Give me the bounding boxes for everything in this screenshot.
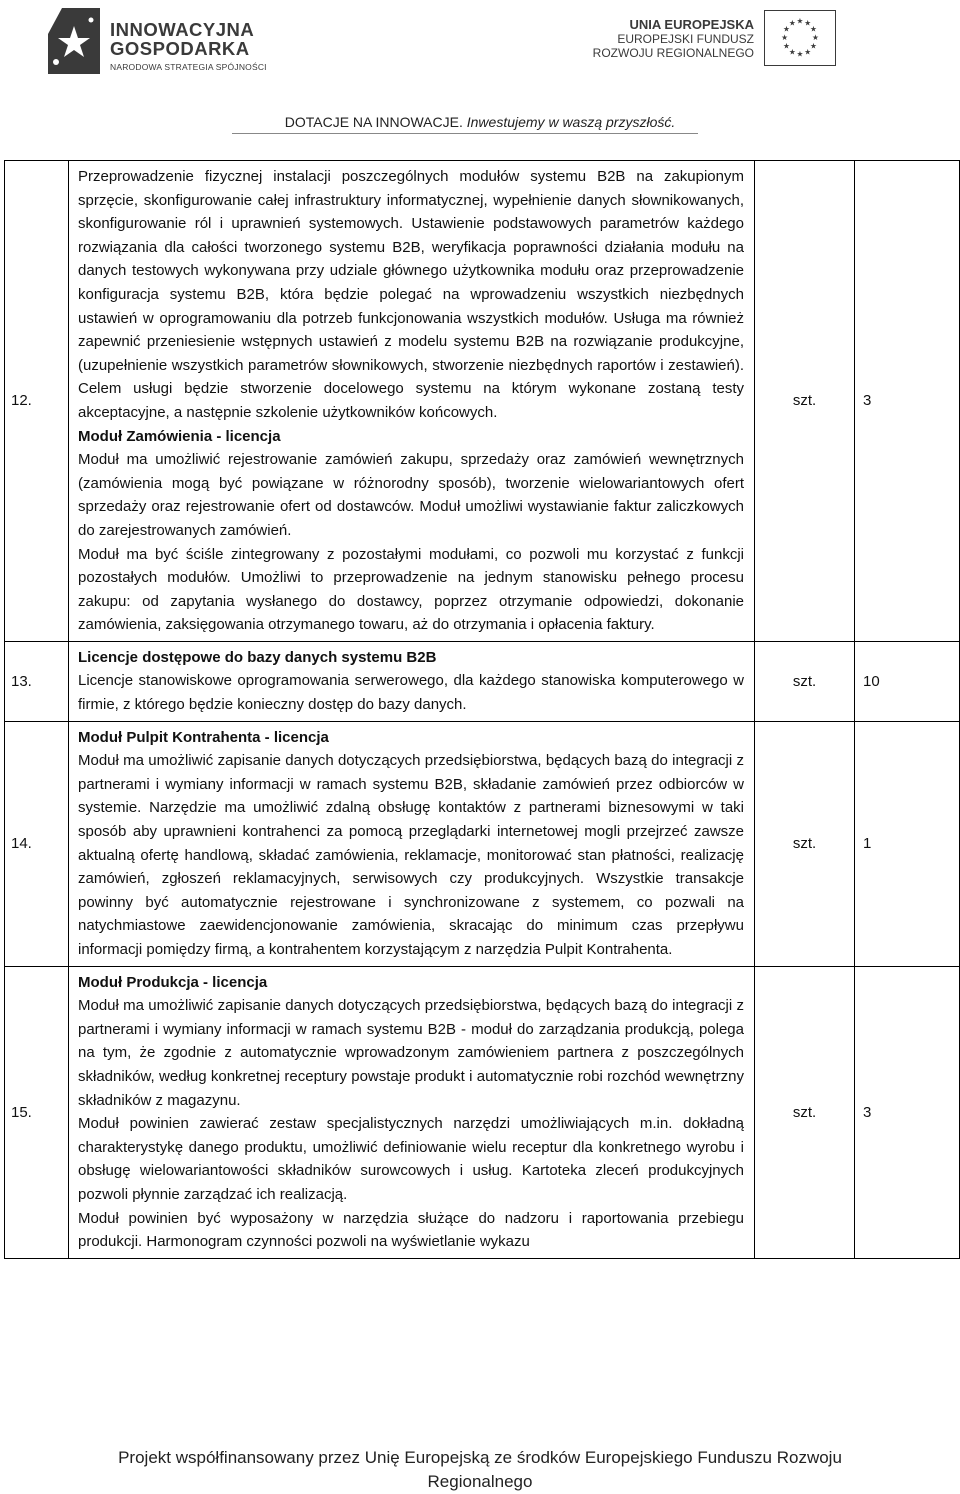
description-paragraph: Moduł ma umożliwić zapisanie danych dotyczących przedsiębiorstwa, będących bazą do integracji z partnerami i wymiany informacji w ramach systemu B2B - moduł do zarządzania produkcją, polega na tym, że zgodnie z automatycznie wprowadzonym zamówieniem partnera z poszczególnych składników, według konkretnej receptury powstaje produkt i automatycznie robi rozchód wewnętrzny składników z magazynu. (78, 997, 744, 1109)
row-description (69, 641, 755, 721)
item-title: Moduł Pulpit Kontrahenta - licencja (78, 728, 329, 746)
description-paragraph: Moduł ma umożliwić zapisanie danych dotyczących przedsiębiorstwa, będących bazą do integracji z partnerami i wymiany informacji w ramach systemu B2B, składanie zamówień przez odbiorców w systemie. Narzędzie ma umożliwić zdalną obsługę kontaktów z partnerami biznesowymi w taki sposób aby uprawnieni kontrahenci za pomocą przeglądarki internetowej mogli przejrzeć zawsze aktualną ofertę handlową, składać zamówienia, reklamacje, monitorować stan płatności, realizację zamówień, zgłoszeń reklamacyjnych, serwisowych czy produkcyjnych. Wszystkie transakcje powinny być automatycznie rejestrowane i synchronizowane z systemem, co pozwali na natychmiastowe zaewidencjonowanie zamówienia, skracając do minimum czas przepływu informacji pomiędzy firmą, a kontrahentem korzystającym z narzędzia Pulpit Kontrahenta. (78, 752, 744, 958)
svg-text:★: ★ (788, 18, 796, 28)
specification-table (4, 160, 960, 1259)
svg-text:★: ★ (810, 24, 817, 34)
innowacyjna-gospodarka-logo (44, 4, 284, 76)
description-paragraph: Moduł ma umożliwić rejestrowanie zamówień zakupu, sprzedaży oraz zamówień wewnętrznych (zamówienia mogą być powiązane w różnorodny sposób), tworzenie wielowariantowych ofert sprzedaży oraz rejestrowanie ofert od dostawców. Moduł umożliwi wystawianie faktur zaliczkowych do zarejestrowanych zamówień. (78, 451, 744, 539)
svg-text:★: ★ (783, 24, 790, 34)
specification-table-body (5, 161, 960, 1259)
row-unit: szt. (755, 966, 855, 1258)
page-footer (0, 1446, 960, 1494)
row-number: 15. (5, 966, 69, 1258)
eu-logo-line-2: EUROPEJSKI FUNDUSZ (617, 32, 754, 46)
eu-flag-icon (764, 10, 836, 66)
table-row (5, 721, 960, 966)
description-paragraph: Licencje stanowiskowe oprogramowania serwerowego, dla każdego stanowiska komputerowego w firmie, z którego będzie konieczny dostęp do bazy danych. (78, 672, 744, 714)
slogan-plain: DOTACJE NA INNOWACJE. (284, 114, 463, 130)
item-title: Moduł Zamówienia - licencja (78, 427, 281, 445)
row-unit: szt. (755, 161, 855, 642)
description-paragraph: Moduł powinien być wyposażony w narzędzia służące do nadzoru i raportowania przebiegu produkcji. Harmonogram czynności pozwoli na wyświetlanie wykazu (78, 1209, 744, 1251)
svg-text:★: ★ (796, 49, 804, 59)
page-header (0, 0, 960, 140)
logo-title-line-2: GOSPODARKA (110, 38, 250, 59)
svg-text:★: ★ (804, 18, 812, 28)
row-number: 13. (5, 641, 69, 721)
item-title: Moduł Produkcja - licencja (78, 973, 268, 991)
svg-text:★: ★ (804, 47, 812, 57)
eu-logo-line-3: ROZWOJU REGIONALNEGO (592, 46, 754, 60)
svg-text:★: ★ (781, 32, 789, 42)
description-paragraph: Moduł ma być ściśle zintegrowany z pozostałymi modułami, co pozwoli mu korzystać z funkcji pozostałych modułów. Umożliwi to przeprowadzenie na jednym stanowisku pełnego procesu zakupu: od zapytania wysłanego do dostawcy, poprzez otrzymanie odpowiedzi, dokonanie zamówienia, zaksięgowania otrzymanego towaru, aż do otrzymania i opłacenia faktury. (78, 545, 744, 634)
row-unit: szt. (755, 721, 855, 966)
table-row (5, 641, 960, 721)
row-number: 14. (5, 721, 69, 966)
svg-text:★: ★ (796, 16, 804, 26)
eu-logo (586, 10, 836, 72)
logo-title (110, 20, 254, 58)
row-quantity: 1 (855, 721, 960, 966)
logo-subtitle: NARODOWA STRATEGIA SPÓJNOŚCI (110, 62, 267, 72)
svg-text:★: ★ (811, 32, 819, 42)
row-unit: szt. (755, 641, 855, 721)
eu-logo-text (593, 18, 754, 60)
table-row (5, 966, 960, 1258)
row-description (69, 721, 755, 966)
svg-text:★: ★ (783, 41, 790, 51)
svg-text:★: ★ (788, 47, 796, 57)
eu-logo-line-1: UNIA EUROPEJSKA (629, 17, 754, 32)
row-quantity: 3 (855, 161, 960, 642)
description-paragraph: Przeprowadzenie fizycznej instalacji poszczególnych modułów systemu B2B na zakupionym sprzęcie, skonfigurowanie całej infrastruktury informatycznej, wypełnienie danych słownikowanych, skonfigurowanie ról i uprawnień systemowych. Ustawienie podstawowych parametrów każdego rozwiązania dla całości tworzonego systemu B2B, weryfikacja poprawności działania modułu na danych testowych wykonywana przy udziale głównego użytkownika modułu oraz przeprowadzenie konfiguracja systemu B2B, która będzie polegać na wprowadzeniu wszystkich niezbędnych ustawień w oprogramowaniu dla potrzeb funkcjonowania wszystkich modułów. Usługa ma również zapewnić przeniesienie wstępnych ustawień z modelu systemu B2B na rozwiązanie produkcyjne, (uzupełnienie wszystkich parametrów słownikowych, stworzenie niezbędnych raportów i zestawień). Celem usługi będzie stworzenie docelowego systemu na którym wykonane zostaną testy akceptacyjne, a następnie szkolenie użytkowników końcowych. (78, 168, 744, 421)
table-row (5, 161, 960, 642)
row-number: 12. (5, 161, 69, 642)
row-quantity: 3 (855, 966, 960, 1258)
footer-line-1: Projekt współfinansowany przez Unię Europejską ze środków Europejskiego Funduszu Rozwoju (118, 1448, 842, 1467)
row-quantity: 10 (855, 641, 960, 721)
row-description (69, 966, 755, 1258)
item-title: Licencje dostępowe do bazy danych systemu B2B (78, 648, 437, 666)
slogan-italic: Inwestujemy w waszą przyszłość. (466, 114, 676, 130)
footer-line-2: Regionalnego (427, 1472, 533, 1491)
description-paragraph: Moduł powinien zawierać zestaw specjalistycznych narzędzi umożliwiających m.in. dokładną charakterystykę danego produktu, umożliwić definiowanie wielu receptur dla konkretnego wyrobu i obsługę wielowariantowości składników surowcowych i usług. Kartoteka zleceń produkcyjnych pozwoli płynnie zarządzać ich realizacją. (78, 1115, 744, 1203)
slogan (0, 114, 960, 130)
svg-text:★: ★ (810, 41, 817, 51)
logo-title-line-1: INNOWACYJNA (110, 19, 255, 40)
row-description (69, 161, 755, 642)
star-logo-icon (44, 4, 102, 76)
header-divider (232, 133, 698, 134)
